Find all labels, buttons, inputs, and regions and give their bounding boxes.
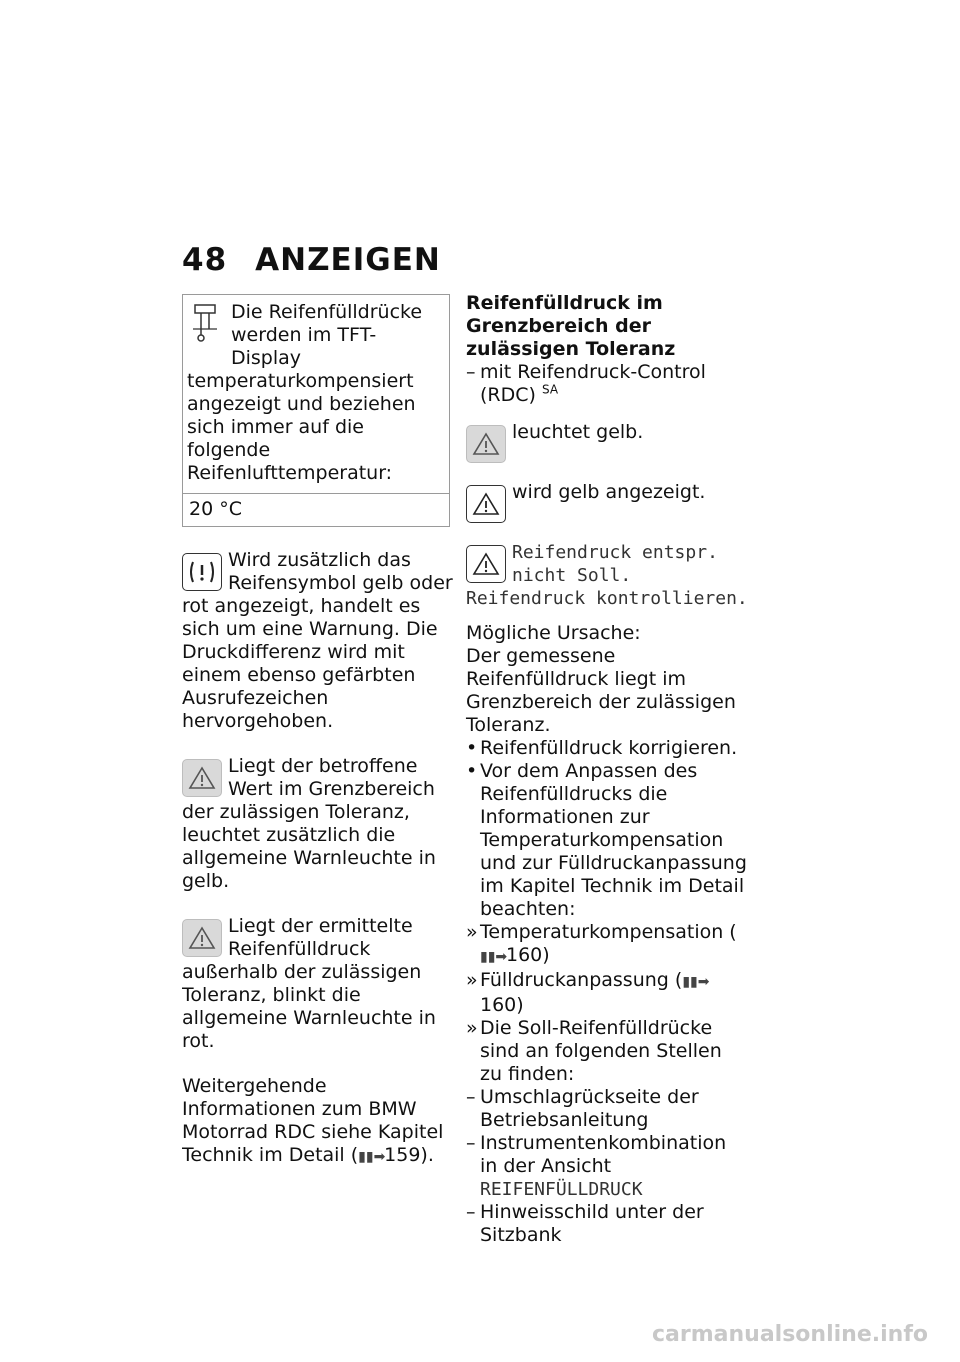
page-reference-arrow-icon: ▮▮➡ <box>682 974 710 990</box>
section-heading: Reifenfülldruck im Grenzbereich der zulässigen Toleranz <box>466 292 676 360</box>
warning-triangle-outline-icon <box>466 485 506 523</box>
tire-warning-block <box>182 549 454 733</box>
red-warning-text: Liegt der ermittelte Reifenfülldruck außerhalb der zulässigen Toleranz, blinkt die allgemeine Warnleuchte in rot. <box>182 915 436 1052</box>
reference-item: » Die Soll-Reifenfülldrücke sind an folgenden Stellen zu finden: <box>466 1017 748 1086</box>
info-box-text: Die Reifenfülldrücke werden im TFT-Display temperaturkompensiert angezeigt und beziehen sich immer auf die folgende Reifenlufttemperatur: <box>187 301 423 484</box>
tire-warning-icon <box>182 553 222 591</box>
right-column <box>466 292 748 1247</box>
display-warning-text: wird gelb angezeigt. <box>512 481 706 503</box>
tire-pressure-gauge-icon <box>187 303 223 349</box>
display-warning-row <box>466 481 748 527</box>
warning-triangle-outline-icon <box>466 545 506 583</box>
info-box-text-area <box>183 295 449 494</box>
warning-light-row <box>466 421 748 467</box>
info-box-temperature: 20 °C <box>189 498 242 520</box>
location-item <box>466 1132 748 1201</box>
reference-item <box>466 969 748 1017</box>
further-info-label: Weitergehende Informationen zum BMW Motorrad RDC siehe Kapitel Technik im Detail ( <box>182 1075 444 1166</box>
display-message-row <box>466 541 748 610</box>
tire-warning-text: Wird zusätzlich das Reifensymbol gelb oder rot angezeigt, handelt es sich um eine Warnung. Die Druckdifferenz wird mit einem ebenso gefärbten Ausrufezeichen hervorgehoben. <box>182 549 453 732</box>
rdc-option-item <box>466 361 748 407</box>
warning-triangle-icon <box>182 759 222 797</box>
display-view-name: REIFENFÜLLDRUCK <box>480 1179 643 1200</box>
page-number: 48 <box>182 242 228 278</box>
yellow-warning-text: Liegt der betroffene Wert im Grenzbereich der zulässigen Toleranz, leuchtet zusätzlich die allgemeine Warnleuchte in gelb. <box>182 755 436 892</box>
further-info-text <box>182 1075 454 1169</box>
location-item: – Umschlagrückseite der Betriebsanleitung <box>466 1086 748 1132</box>
page-reference-arrow-icon: ▮▮➡ <box>358 1149 386 1165</box>
watermark: carmanualsonline.info <box>652 1322 928 1347</box>
red-warning-block <box>182 915 454 1053</box>
further-info-page-ref[interactable]: 159). <box>384 1144 434 1166</box>
page-header <box>182 242 441 278</box>
warning-triangle-icon <box>182 919 222 957</box>
reference-item <box>466 921 748 969</box>
location-label: Instrumentenkombination in der Ansicht <box>480 1132 727 1177</box>
info-box <box>182 294 450 527</box>
reference-label: Fülldruckanpassung ( <box>480 969 683 991</box>
cause-text: Der gemessene Reifenfülldruck liegt im Grenzbereich der zulässigen Toleranz. <box>466 645 736 736</box>
reference-page[interactable]: 160) <box>506 944 550 966</box>
page-reference-arrow-icon: ▮▮➡ <box>480 949 508 965</box>
special-equipment-badge: SA <box>541 382 559 397</box>
action-item: • Reifenfülldruck korrigieren. <box>466 737 748 760</box>
reference-label: Temperaturkompensation ( <box>480 921 737 943</box>
warning-light-text: leuchtet gelb. <box>512 421 644 443</box>
location-item: – Hinweisschild unter der Sitzbank <box>466 1201 748 1247</box>
yellow-warning-block <box>182 755 454 893</box>
rdc-option-label: mit Reifendruck-Control (RDC) <box>480 361 706 406</box>
left-column <box>182 294 454 1169</box>
further-info-block <box>182 1075 454 1169</box>
display-message-text: Reifendruck entspr. nicht Soll. Reifendruck kontrollieren. <box>466 542 748 609</box>
reference-page[interactable]: 160) <box>480 994 524 1016</box>
warning-triangle-icon <box>466 425 506 463</box>
action-item: • Vor dem Anpassen des Reifenfülldrucks die Informationen zur Temperaturkompensation und zur Fülldruckanpassung im Kapitel Technik im Detail beachten: <box>466 760 748 921</box>
cause-label: Mögliche Ursache: <box>466 622 641 644</box>
page-title: ANZEIGEN <box>255 242 441 278</box>
